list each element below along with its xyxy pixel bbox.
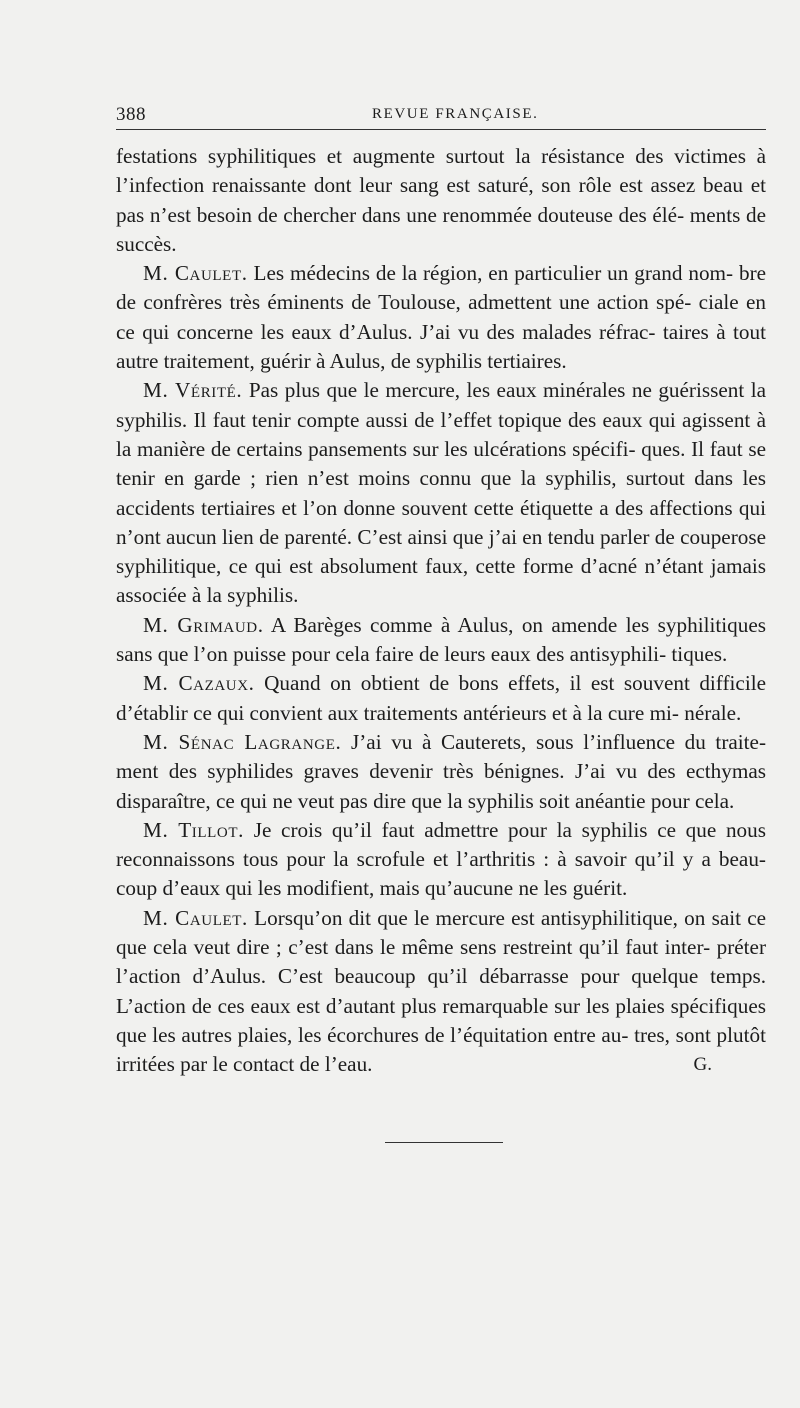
speaker-name: M. Cazaux. [143,671,255,696]
opening-paragraph: festations syphilitiques et augmente surtout la résistance des victimes à l’infection renaissante dont leur sang est saturé, son rôle est assez beau et pas n’est besoin de chercher dans une renommée douteuse des élé- ments de succès. [116,144,766,256]
statement-text: Lorsqu’on dit que le mercure est antisyphilitique, on sait ce que cela veut dire ; c’est dans le même sens restreint qu’il faut inter- préter l’action d’Aulus. C’est beaucoup qu’il débarrasse pour quelque temps. L’action de ces eaux est d’autant plus remarquable sur les plaies spécifiques que les autres plaies, les écorchures de l’équitation entre au- tres, sont plutôt irritées par le contact de l’eau. [116,905,767,1077]
speaker-name: M. Sénac Lagrange. [143,729,342,754]
header-rule [116,129,766,130]
statement-text: A Barèges comme à Aulus, on amende les syphilitiques sans que l’on puisse pour cela faire de leurs eaux des antisyphili- tiques. [116,612,766,667]
speaker-name: M. Caulet. [143,261,248,286]
body-text [116,142,766,1080]
statement-paragraph [116,376,766,610]
journal-title: REVUE FRANÇAISE. [372,106,539,122]
statement-paragraph [116,669,766,728]
statement-paragraph [116,728,766,816]
statement-paragraph [116,904,766,1080]
speaker-name: M. Grimaud. [143,612,264,637]
statement-text: Les médecins de la région, en particulier un grand nom- bre de confrères très éminents de Toulouse, admettent une action spé- ciale en ce qui concerne les eaux d’Aulus. J’ai vu des malades réfrac- taires à tout autre traitement, guérir à Aulus, de syphilis tertiaires. [116,261,767,374]
statement-paragraph [116,611,766,670]
statement-paragraph [116,816,766,904]
statement-paragraph [116,259,766,376]
closing-rule [385,1142,503,1143]
author-signature: G. [693,1054,712,1076]
statement-text: Je crois qu’il faut admettre pour la syphilis ce que nous reconnaissons tous pour la scrofule et l’arthritis : à savoir qu’il y a beau- coup d’eaux qui les modifient, mais qu’aucune ne les guérit. [116,817,766,901]
running-head [116,104,766,128]
page-number: 388 [116,104,146,125]
speaker-name: M. Vérité. [143,378,243,403]
statement-text: Pas plus que le mercure, les eaux minérales ne guérissent la syphilis. Il faut tenir compte aussi de l’effet topique des eaux qui agissent à la manière de certains pansements sur les ulcérations spécifi- ques. Il faut se tenir en garde ; rien n’est moins connu que la syphilis, surtout dans les accidents tertiaires et l’on donne souvent cette étiquette a des affections qui n’ont aucun lien de parenté. C’est ainsi que j’ai en tendu parler de couperose syphilitique, ce qui est absolument faux, cette forme d’acné n’étant jamais associée à la syphilis. [116,378,767,608]
statement-text: Quand on obtient de bons effets, il est souvent difficile d’établir ce qui convient aux traitements antérieurs et à la cure mi- nérale. [116,671,767,725]
speaker-name: M. Caulet. [143,905,248,930]
statement-text: J’ai vu à Cauterets, sous l’influence du traite- ment des syphilides graves devenir très bénignes. J’ai vu des ecthymas disparaître, ce qui ne veut pas dire que la syphilis soit anéantie pour cela. [116,729,767,813]
speaker-name: M. Tillot. [143,817,244,842]
